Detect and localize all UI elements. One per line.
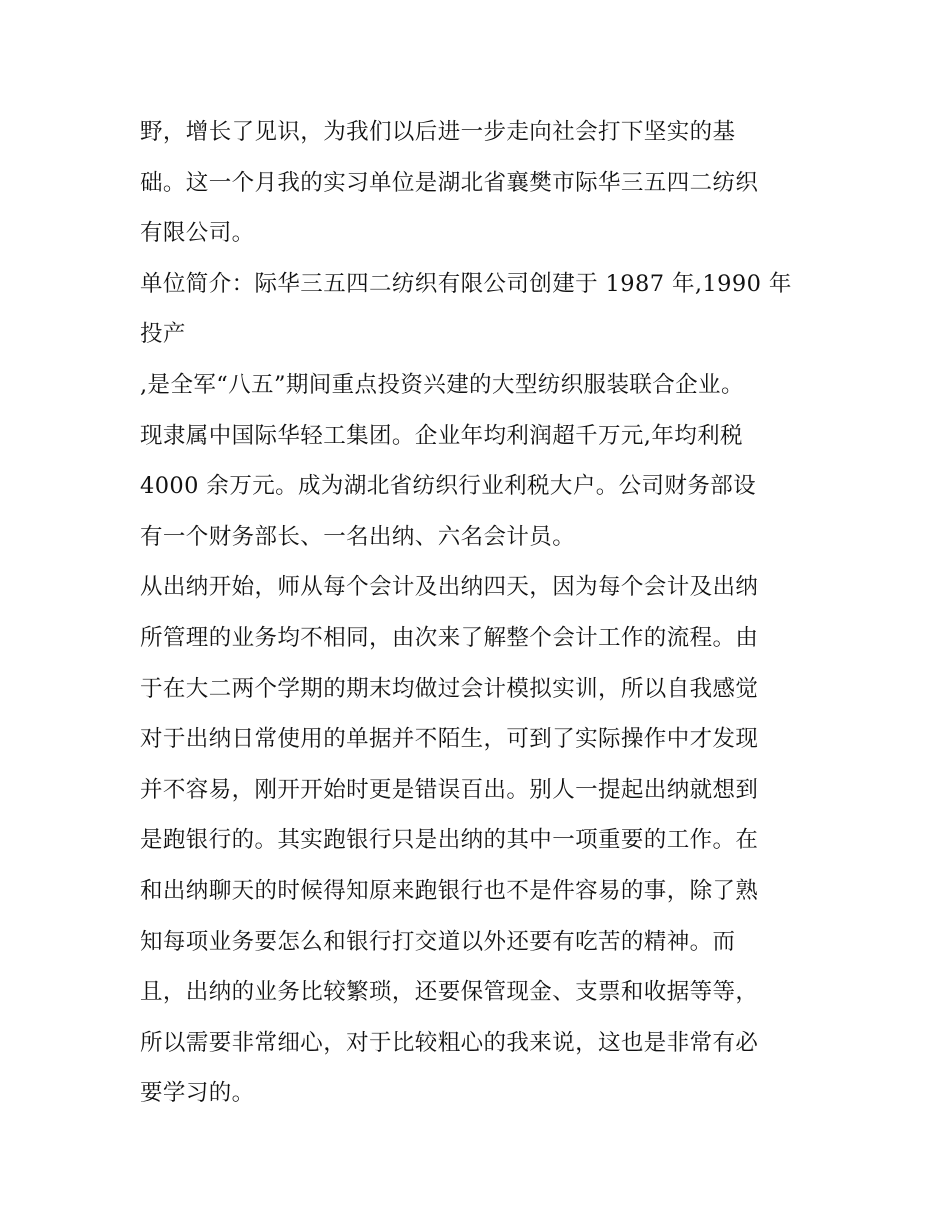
text-line: ,是全军“八五”期间重点投资兴建的大型纺织服装联合企业。: [140, 371, 744, 398]
text-line: 并不容易，刚开开始时更是错误百出。别人一提起出纳就想到: [140, 776, 759, 803]
text-line: 础。这一个月我的实习单位是湖北省襄樊市际华三五四二纺织: [140, 169, 759, 196]
text-line: 从出纳开始，师从每个会计及出纳四天，因为每个会计及出纳: [140, 574, 759, 601]
text-line: 有一个财务部长、一名出纳、六名会计员。: [140, 523, 576, 550]
text-line: 现隶属中国际华轻工集团。企业年均利润超千万元,年均利税: [140, 422, 743, 449]
text-line: 于在大二两个学期的期末均做过会计模拟实训，所以自我感觉: [140, 675, 759, 702]
text-line: 知每项业务要怎么和银行打交道以外还要有吃苦的精神。而: [140, 928, 736, 955]
text-line: 要学习的。: [140, 1080, 255, 1107]
text-line: 且，出纳的业务比较繁琐，还要保管现金、支票和收据等等，: [140, 979, 759, 1006]
text-line: 野，增长了见识，为我们以后进一步走向社会打下坚实的基: [140, 119, 736, 145]
text-line: 有限公司。: [140, 220, 255, 247]
text-line: 所管理的业务均不相同，由次来了解整个会计工作的流程。由: [140, 624, 759, 651]
text-line: 所以需要非常细心，对于比较粗心的我来说，这也是非常有必: [140, 1029, 759, 1056]
text-line: 单位简介：际华三五四二纺织有限公司创建于 1987 年,1990 年: [140, 270, 792, 297]
body-text: [140, 107, 820, 1119]
text-line: 是跑银行的。其实跑银行只是出纳的其中一项重要的工作。在: [140, 827, 759, 854]
text-line: 和出纳聊天的时候得知原来跑银行也不是件容易的事，除了熟: [140, 877, 759, 904]
text-line: 4000 余万元。成为湖北省纺织行业利税大户。公司财务部设: [140, 473, 757, 500]
text-line: 投产: [140, 321, 186, 348]
text-line: 对于出纳日常使用的单据并不陌生，可到了实际操作中才发现: [140, 726, 759, 753]
